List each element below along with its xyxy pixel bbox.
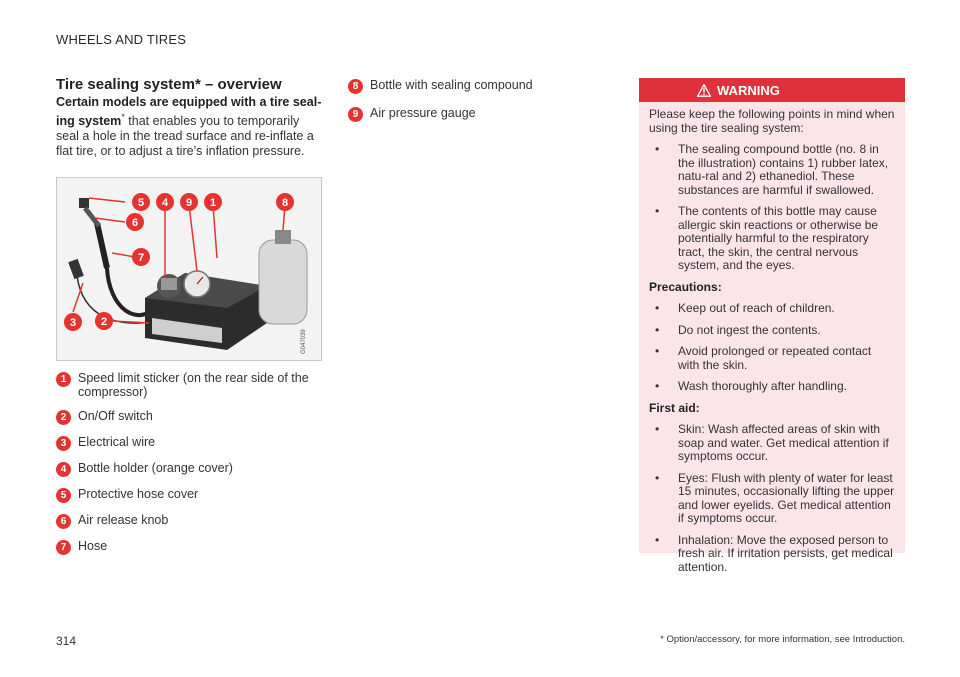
precaution-bullet: • Wash thoroughly after handling. [655, 379, 847, 393]
intro-asterisk: * [121, 112, 125, 122]
svg-text:3: 3 [69, 317, 77, 330]
legend-item [56, 539, 322, 555]
number-badge: 2 [56, 410, 71, 425]
legend-item [56, 487, 322, 503]
legend-item [56, 513, 322, 529]
warning-header [639, 78, 905, 102]
precaution-bullet: • Do not ingest the contents. [655, 322, 821, 337]
warning-bullet: • The sealing compound bottle (no. 8 in the illustration) contains 1) rubber latex, natu-ral and 2) ethanediol. These substances are harmful if swallowed. [655, 142, 889, 197]
number-badge: 7 [56, 540, 71, 555]
warning-body [639, 102, 905, 574]
svg-text:5: 5 [137, 197, 145, 210]
svg-text:9: 9 [185, 197, 193, 210]
legend-item [56, 461, 322, 477]
callout-1 [204, 193, 222, 211]
callout-6 [126, 213, 144, 231]
callout-7 [132, 248, 150, 266]
number-badge: 8 [348, 79, 363, 94]
callout-4 [156, 193, 174, 211]
number-badge: 6 [56, 514, 71, 529]
first-aid-bullet: • Skin: Wash affected areas of skin with soap and water. Get medical attention if symptoms occur. [655, 422, 889, 463]
legend-text: Electrical wire [78, 435, 156, 450]
first-aid-bullet: • Eyes: Flush with plenty of water for least 15 minutes, occasionally lifting the upper and lower eyelids. Get medical attention if symptoms occur. [655, 470, 895, 525]
warning-box [639, 78, 905, 574]
intro-text: that enables you to temporarily seal a hole in the tread surface and re-inflate a flat tire, or to adjust a tire’s inflation pressure. [56, 114, 314, 159]
warning-bullet: • The contents of this bottle may cause allergic skin reactions or otherwise be potentially harmful to the respiratory tract, the skin, the central nervous system, and the eyes. [655, 204, 879, 272]
callout-9 [180, 193, 198, 211]
legend-list [56, 371, 322, 555]
svg-text:7: 7 [137, 252, 145, 265]
svg-text:6: 6 [131, 217, 139, 230]
callout-5 [132, 193, 150, 211]
svg-text:1: 1 [209, 197, 217, 210]
intro-paragraph [56, 95, 322, 159]
first-aid-bullet: • Inhalation: Move the exposed person to fresh air. If irritation persists, get medical attention. [655, 532, 893, 574]
legend-text: On/Off switch [78, 409, 153, 424]
legend-item [348, 78, 598, 94]
precaution-bullet: • Avoid prolonged or repeated contact with the skin. [655, 344, 872, 372]
legend-item [56, 371, 322, 399]
warning-intro: Please keep the following points in mind when using the tire sealing system: [649, 107, 895, 135]
legend-text: Hose [78, 539, 108, 554]
callout-8 [276, 193, 294, 211]
intro-bold: Certain models are equipped with a tire seal-ing system [56, 95, 322, 129]
svg-text:8: 8 [281, 197, 289, 210]
image-code: G047039 [301, 329, 307, 355]
middle-column [348, 78, 598, 132]
number-badge: 9 [348, 107, 363, 122]
legend-item [56, 409, 322, 425]
left-column [56, 76, 322, 565]
svg-text:4: 4 [161, 197, 169, 210]
legend-item [348, 106, 598, 122]
warning-triangle-icon [697, 84, 711, 97]
tire-sealing-kit-illustration [56, 177, 322, 361]
number-badge: 4 [56, 462, 71, 477]
precautions-heading: Precautions: [649, 279, 722, 294]
callout-badges [57, 178, 321, 360]
legend-text: Air release knob [78, 513, 169, 528]
page-number: 314 [56, 634, 77, 648]
legend-text: Air pressure gauge [370, 106, 476, 120]
number-badge: 5 [56, 488, 71, 503]
page-title: Tire sealing system* – overview [56, 76, 282, 93]
legend-text: Bottle with sealing compound [370, 78, 533, 92]
warning-title: WARNING [717, 82, 780, 98]
footnote: * Option/accessory, for more information, see Introduction. [660, 634, 905, 645]
number-badge: 3 [56, 436, 71, 451]
legend-text: Speed limit sticker (on the rear side of the compressor) [78, 371, 309, 400]
first-aid-heading: First aid: [649, 400, 700, 415]
legend-text: Protective hose cover [78, 487, 199, 502]
legend-item [56, 435, 322, 451]
section-header: WHEELS AND TIRES [56, 32, 187, 47]
callout-2 [95, 312, 113, 330]
precaution-bullet: • Keep out of reach of children. [655, 301, 835, 315]
legend-text: Bottle holder (orange cover) [78, 461, 233, 476]
callout-3 [64, 313, 82, 331]
number-badge: 1 [56, 372, 71, 387]
svg-text:2: 2 [100, 316, 108, 329]
